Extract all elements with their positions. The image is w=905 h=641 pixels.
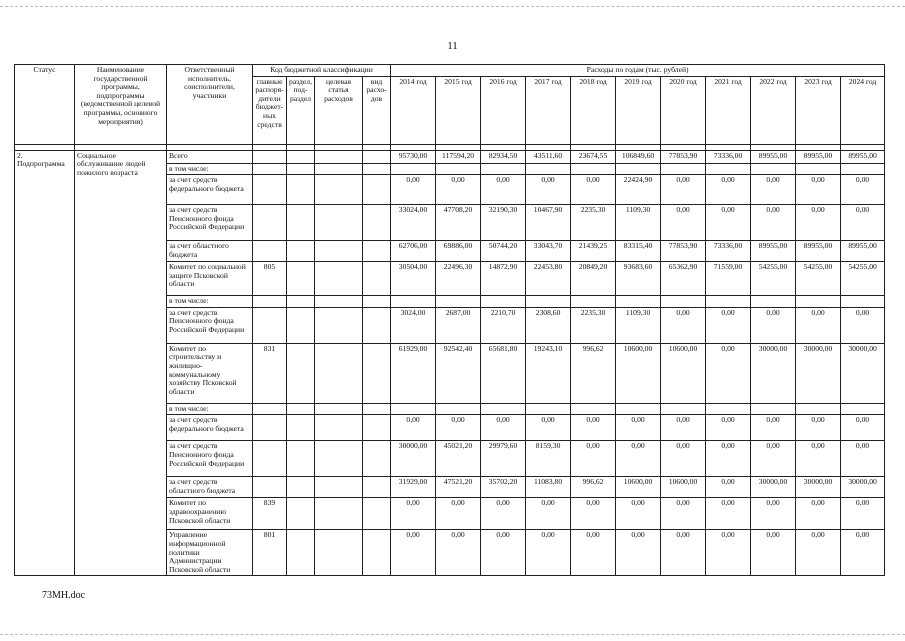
row-value: 0,00	[391, 415, 436, 441]
header-year: 2021 год	[706, 76, 751, 144]
row-code-empty	[315, 441, 363, 477]
row-value: 0,00	[706, 307, 751, 343]
row-value: 54255,00	[841, 262, 885, 296]
row-grbs-code	[253, 477, 287, 498]
row-value: 22424,90	[616, 175, 661, 205]
row-value: 20849,20	[571, 262, 616, 296]
row-value	[391, 163, 436, 175]
row-code-empty	[287, 498, 315, 530]
row-value: 0,00	[661, 205, 706, 241]
row-value: 996,62	[571, 477, 616, 498]
row-code-empty	[363, 441, 391, 477]
row-value	[616, 296, 661, 308]
row-value	[841, 163, 885, 175]
row-value: 0,00	[661, 307, 706, 343]
row-code-empty	[287, 307, 315, 343]
row-label: за счет средств областного бюджета	[167, 477, 253, 498]
row-value	[661, 403, 706, 415]
row-value: 0,00	[436, 498, 481, 530]
row-value: 0,00	[526, 415, 571, 441]
row-value: 33024,00	[391, 205, 436, 241]
row-code-empty	[315, 296, 363, 308]
header-year: 2017 год	[526, 76, 571, 144]
row-value: 2308,60	[526, 307, 571, 343]
row-value: 45021,20	[436, 441, 481, 477]
row-value: 0,00	[481, 530, 526, 576]
row-value: 0,00	[751, 441, 796, 477]
row-value: 0,00	[616, 441, 661, 477]
row-label: Комитет по строительству и жилищно-коммунальному хозяйству Псковской области	[167, 343, 253, 403]
row-value: 31929,00	[391, 477, 436, 498]
row-value: 0,00	[841, 205, 885, 241]
header-year: 2016 год	[481, 76, 526, 144]
row-value: 69886,00	[436, 241, 481, 262]
row-value: 0,00	[526, 175, 571, 205]
header-year: 2019 год	[616, 76, 661, 144]
row-value: 0,00	[616, 498, 661, 530]
header-code-target: целевая статья расходов	[315, 76, 363, 144]
header-year: 2014 год	[391, 76, 436, 144]
row-value	[796, 296, 841, 308]
row-label: за счет средств Пенсионного фонда Российской Федерации	[167, 205, 253, 241]
row-code-empty	[363, 498, 391, 530]
row-value: 30000,00	[796, 477, 841, 498]
footer-filename: 73МН.doc	[42, 590, 86, 601]
row-value: 30000,00	[796, 343, 841, 403]
row-value: 0,00	[796, 530, 841, 576]
row-code-empty	[363, 343, 391, 403]
row-value: 82934,50	[481, 150, 526, 163]
row-code-empty	[287, 205, 315, 241]
row-value: 0,00	[571, 530, 616, 576]
row-code-empty	[363, 241, 391, 262]
row-value	[751, 296, 796, 308]
row-value: 21439,25	[571, 241, 616, 262]
row-value: 0,00	[841, 175, 885, 205]
row-value: 47708,20	[436, 205, 481, 241]
row-code-empty	[287, 530, 315, 576]
row-code-empty	[363, 175, 391, 205]
row-value: 0,00	[841, 441, 885, 477]
row-grbs-code	[253, 307, 287, 343]
header-code-grbs: главные распоря-дители бюджет-ных средств	[253, 76, 287, 144]
row-code-empty	[315, 343, 363, 403]
row-value: 1109,30	[616, 205, 661, 241]
row-value: 77853,90	[661, 150, 706, 163]
row-code-empty	[363, 415, 391, 441]
row-value: 0,00	[706, 498, 751, 530]
row-value: 0,00	[616, 415, 661, 441]
row-value	[661, 163, 706, 175]
row-value: 83315,40	[616, 241, 661, 262]
row-value	[751, 403, 796, 415]
row-code-empty	[287, 343, 315, 403]
row-value: 0,00	[751, 415, 796, 441]
row-grbs-code: 801	[253, 530, 287, 576]
row-value: 0,00	[571, 498, 616, 530]
row-grbs-code	[253, 415, 287, 441]
row-value: 93683,60	[616, 262, 661, 296]
row-grbs-code	[253, 205, 287, 241]
row-code-empty	[315, 415, 363, 441]
row-value: 65681,80	[481, 343, 526, 403]
header-code-group: Код бюджетной классификации	[253, 65, 391, 77]
row-value: 71559,00	[706, 262, 751, 296]
row-value: 106849,60	[616, 150, 661, 163]
row-value	[571, 403, 616, 415]
row-value: 0,00	[526, 498, 571, 530]
row-value: 14872,90	[481, 262, 526, 296]
program-name-cell: Социальное обслуживание людей пожилого возраста	[75, 150, 167, 576]
row-value: 0,00	[571, 175, 616, 205]
row-value: 0,00	[751, 175, 796, 205]
header-year: 2020 год	[661, 76, 706, 144]
row-value	[526, 403, 571, 415]
row-value	[526, 296, 571, 308]
row-value: 65362,90	[661, 262, 706, 296]
row-code-empty	[363, 205, 391, 241]
row-value: 10600,00	[661, 343, 706, 403]
row-value	[616, 163, 661, 175]
status-cell: 2. Подпрограмма	[15, 150, 75, 576]
row-code-empty	[315, 498, 363, 530]
row-label: за счет средств федерального бюджета	[167, 415, 253, 441]
row-value	[661, 296, 706, 308]
row-value: 30000,00	[841, 477, 885, 498]
row-value: 0,00	[481, 415, 526, 441]
row-value: 30000,00	[751, 343, 796, 403]
row-value: 0,00	[616, 530, 661, 576]
row-value: 0,00	[571, 441, 616, 477]
row-code-empty	[287, 241, 315, 262]
row-label: Комитет по здравоохранению Псковской области	[167, 498, 253, 530]
row-code-empty	[287, 441, 315, 477]
row-grbs-code	[253, 163, 287, 175]
row-value: 0,00	[661, 415, 706, 441]
row-value: 92542,40	[436, 343, 481, 403]
row-label: за счет средств Пенсионного фонда Российской Федерации	[167, 307, 253, 343]
row-value: 0,00	[751, 307, 796, 343]
row-value	[436, 403, 481, 415]
row-value: 0,00	[436, 530, 481, 576]
row-grbs-code: 805	[253, 262, 287, 296]
row-value	[481, 403, 526, 415]
row-value: 0,00	[751, 498, 796, 530]
row-value: 0,00	[436, 175, 481, 205]
row-code-empty	[315, 530, 363, 576]
row-label: Управление информационной политики Администрации Псковской области	[167, 530, 253, 576]
row-value: 0,00	[796, 498, 841, 530]
header-status: Статус	[15, 65, 75, 145]
row-label: Комитет по социальной защите Псковской области	[167, 262, 253, 296]
row-code-empty	[315, 241, 363, 262]
row-value: 996,62	[571, 343, 616, 403]
row-value	[391, 403, 436, 415]
table-row	[15, 150, 885, 163]
row-value	[481, 163, 526, 175]
row-value: 0,00	[481, 175, 526, 205]
row-value: 22496,30	[436, 262, 481, 296]
row-value	[391, 296, 436, 308]
row-code-empty	[363, 403, 391, 415]
row-value: 10600,00	[661, 477, 706, 498]
row-value	[571, 296, 616, 308]
row-value: 73336,00	[706, 150, 751, 163]
row-value	[481, 296, 526, 308]
header-year: 2018 год	[571, 76, 616, 144]
row-value	[436, 163, 481, 175]
row-value: 0,00	[706, 441, 751, 477]
row-value: 30000,00	[391, 441, 436, 477]
row-value: 0,00	[571, 415, 616, 441]
header-year: 2023 год	[796, 76, 841, 144]
row-value	[841, 403, 885, 415]
row-code-empty	[363, 163, 391, 175]
row-grbs-code	[253, 241, 287, 262]
row-value: 0,00	[706, 415, 751, 441]
row-value: 0,00	[841, 530, 885, 576]
row-value: 43511,60	[526, 150, 571, 163]
row-value: 0,00	[481, 498, 526, 530]
row-value: 0,00	[796, 205, 841, 241]
row-code-empty	[315, 163, 363, 175]
header-code-section: раздел, под-раздел	[287, 76, 315, 144]
row-value: 0,00	[706, 205, 751, 241]
row-value: 95730,00	[391, 150, 436, 163]
row-grbs-code: 831	[253, 343, 287, 403]
row-value: 2687,00	[436, 307, 481, 343]
row-grbs-code: 839	[253, 498, 287, 530]
row-value: 54255,00	[751, 262, 796, 296]
row-value: 0,00	[796, 175, 841, 205]
row-code-empty	[363, 477, 391, 498]
row-code-empty	[287, 175, 315, 205]
row-value: 47521,20	[436, 477, 481, 498]
row-grbs-code	[253, 175, 287, 205]
row-value: 30504,00	[391, 262, 436, 296]
row-label: в том числе:	[167, 163, 253, 175]
row-code-empty	[315, 307, 363, 343]
header-year: 2024 год	[841, 76, 885, 144]
row-code-empty	[363, 262, 391, 296]
row-value: 61929,00	[391, 343, 436, 403]
row-value: 35702,20	[481, 477, 526, 498]
row-value: 0,00	[796, 307, 841, 343]
row-value: 0,00	[841, 307, 885, 343]
row-code-empty	[363, 296, 391, 308]
row-code-empty	[315, 477, 363, 498]
row-value: 23674,55	[571, 150, 616, 163]
row-value: 22453,80	[526, 262, 571, 296]
row-value: 89955,00	[841, 150, 885, 163]
row-value	[436, 296, 481, 308]
row-code-empty	[315, 403, 363, 415]
header-name: Наименование государственной программы, подпрограммы (ведомственной целевой программы, основного мероприятия)	[75, 65, 167, 145]
page-number: 11	[447, 40, 458, 52]
row-code-empty	[315, 262, 363, 296]
row-value: 0,00	[751, 205, 796, 241]
row-value: 2235,30	[571, 307, 616, 343]
row-grbs-code	[253, 296, 287, 308]
row-value: 89955,00	[751, 241, 796, 262]
row-value: 11083,80	[526, 477, 571, 498]
row-value: 62706,00	[391, 241, 436, 262]
row-value: 33043,70	[526, 241, 571, 262]
row-label: за счет средств Пенсионного фонда Российской Федерации	[167, 441, 253, 477]
row-value: 0,00	[661, 441, 706, 477]
row-value	[706, 296, 751, 308]
row-value: 0,00	[841, 498, 885, 530]
row-value: 0,00	[391, 530, 436, 576]
row-value: 0,00	[391, 498, 436, 530]
row-grbs-code	[253, 441, 287, 477]
row-label: Всего	[167, 150, 253, 163]
row-value: 10600,00	[616, 343, 661, 403]
row-value: 0,00	[391, 175, 436, 205]
row-label: за счет областного бюджета	[167, 241, 253, 262]
header-year: 2022 год	[751, 76, 796, 144]
row-value	[706, 163, 751, 175]
row-value: 3024,00	[391, 307, 436, 343]
row-value: 0,00	[706, 175, 751, 205]
row-value	[751, 163, 796, 175]
row-value	[706, 403, 751, 415]
row-label: в том числе:	[167, 403, 253, 415]
row-value: 30000,00	[751, 477, 796, 498]
row-value: 0,00	[751, 530, 796, 576]
row-value: 0,00	[661, 530, 706, 576]
row-value: 10600,00	[616, 477, 661, 498]
row-value: 2235,30	[571, 205, 616, 241]
row-value: 1109,30	[616, 307, 661, 343]
row-code-empty	[287, 262, 315, 296]
row-value: 0,00	[661, 175, 706, 205]
row-value: 89955,00	[796, 150, 841, 163]
row-label: за счет средств федерального бюджета	[167, 175, 253, 205]
row-code-empty	[287, 415, 315, 441]
row-value: 19243,10	[526, 343, 571, 403]
row-code-empty	[363, 150, 391, 163]
row-grbs-code	[253, 150, 287, 163]
row-value: 0,00	[526, 530, 571, 576]
row-value: 54255,00	[796, 262, 841, 296]
header-year: 2015 год	[436, 76, 481, 144]
row-value: 29979,60	[481, 441, 526, 477]
row-code-empty	[287, 403, 315, 415]
row-grbs-code	[253, 403, 287, 415]
row-value	[841, 296, 885, 308]
header-spending-group: Расходы по годам (тыс. рублей)	[391, 65, 885, 77]
row-value: 117594,20	[436, 150, 481, 163]
row-value: 0,00	[661, 498, 706, 530]
row-value: 0,00	[796, 415, 841, 441]
row-label: в том числе:	[167, 296, 253, 308]
row-value: 0,00	[796, 441, 841, 477]
row-value	[796, 163, 841, 175]
row-code-empty	[315, 205, 363, 241]
budget-table	[14, 64, 885, 576]
row-value: 0,00	[841, 415, 885, 441]
row-code-empty	[287, 163, 315, 175]
row-code-empty	[315, 175, 363, 205]
row-value	[571, 163, 616, 175]
header-code-type: вид расхо-дов	[363, 76, 391, 144]
row-value	[616, 403, 661, 415]
row-value: 8159,30	[526, 441, 571, 477]
row-value: 0,00	[706, 477, 751, 498]
row-code-empty	[287, 477, 315, 498]
row-value: 0,00	[706, 530, 751, 576]
row-value: 77853,90	[661, 241, 706, 262]
row-value: 89955,00	[751, 150, 796, 163]
row-value: 32190,30	[481, 205, 526, 241]
row-value	[796, 403, 841, 415]
row-value: 2210,70	[481, 307, 526, 343]
row-value: 30000,00	[841, 343, 885, 403]
row-code-empty	[287, 150, 315, 163]
row-value: 89955,00	[796, 241, 841, 262]
scan-edge-top	[0, 0, 905, 7]
row-value	[526, 163, 571, 175]
row-code-empty	[315, 150, 363, 163]
row-value: 0,00	[436, 415, 481, 441]
row-code-empty	[363, 307, 391, 343]
row-value: 89955,00	[841, 241, 885, 262]
row-value: 50744,20	[481, 241, 526, 262]
row-code-empty	[363, 530, 391, 576]
header-executor: Ответственный исполнитель, соисполнители, участники	[167, 65, 253, 145]
row-value: 73336,00	[706, 241, 751, 262]
row-value: 10467,90	[526, 205, 571, 241]
row-code-empty	[287, 296, 315, 308]
row-value: 0,00	[706, 343, 751, 403]
